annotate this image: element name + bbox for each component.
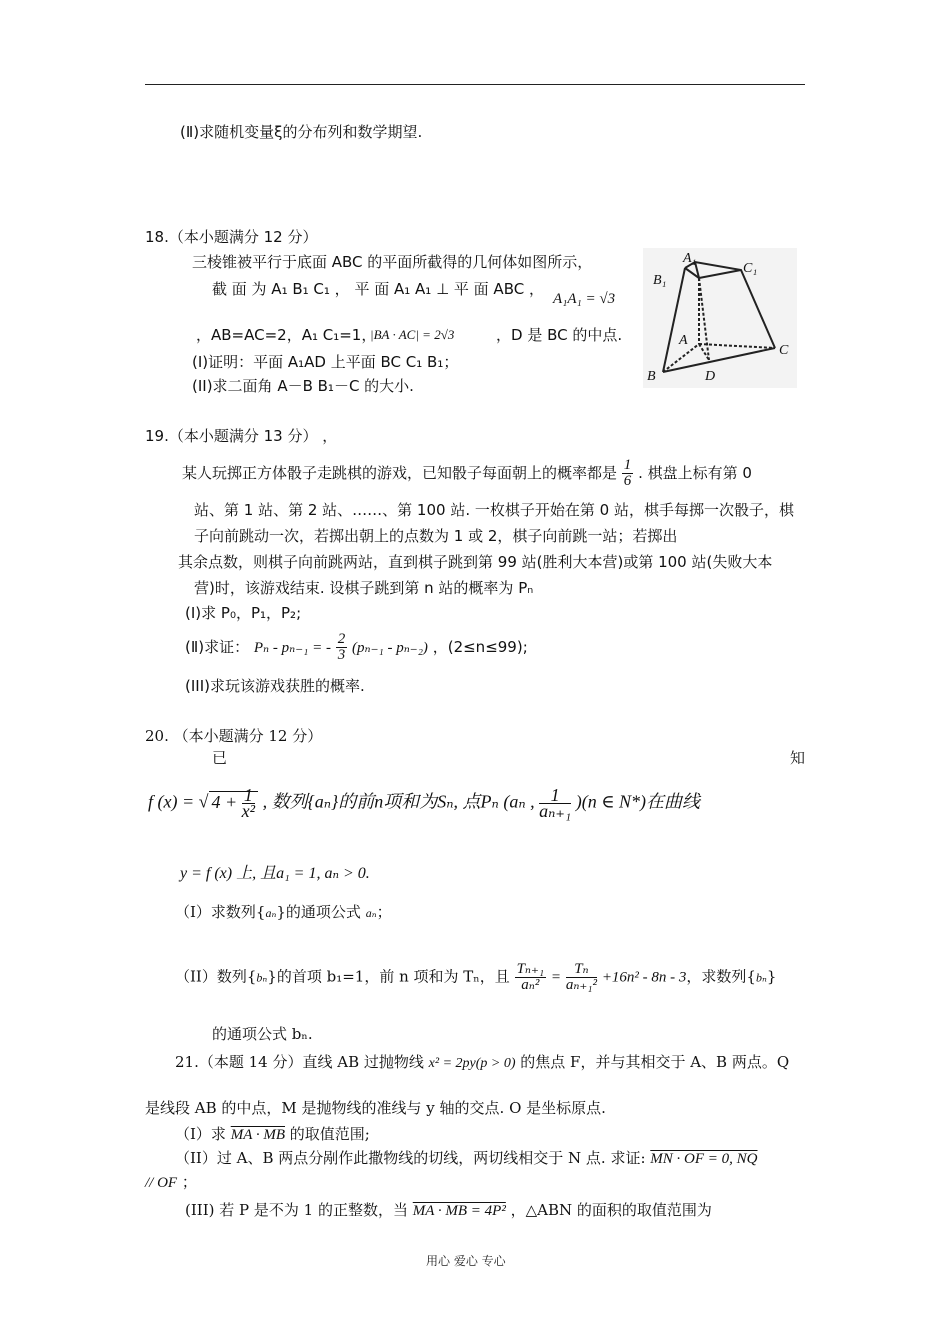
- q19-part2-frac: [336, 632, 348, 663]
- q21-part1-eq: MA · MB: [230, 1127, 286, 1143]
- label-c1: C₁: [743, 261, 758, 276]
- sqrt-icon: √: [198, 791, 209, 812]
- q20-sqrt-frac-den: x²: [241, 801, 256, 821]
- q20-known-left: 已: [212, 749, 228, 767]
- label-b: B: [647, 369, 656, 384]
- q19-line1b: . 棋盘上标有第 0: [638, 464, 752, 482]
- q19-part2-eq-a: Pₙ - pₙ₋₁ = -: [253, 640, 331, 656]
- q19-part2-label: (Ⅱ)求证：: [185, 638, 250, 656]
- q19-part2-eq-b: (pₙ₋₁ - pₙ₋₂): [352, 640, 428, 656]
- header-rule: [145, 84, 805, 85]
- q20-fx-frac-den: aₙ₊₁: [539, 801, 572, 821]
- q20-part1b: }的通项公式: [276, 903, 361, 921]
- q19-frac-den: 6: [623, 473, 632, 489]
- q20-part2a: （II）数列{: [175, 967, 257, 986]
- q21-part1a: （I）求: [175, 1125, 226, 1143]
- q18-line3b: ，D 是 BC 的中点.: [496, 326, 623, 344]
- q20-known-right: 知: [790, 749, 806, 767]
- frustum-diagram: [643, 248, 797, 388]
- q20-part2-bn2: bₙ: [755, 970, 767, 985]
- q20-sqrt-inner: 4 +: [211, 791, 238, 812]
- q20-part1: [175, 902, 392, 923]
- q19-line2: 站、第 1 站、第 2 站、……、第 100 站. 一枚棋子开始在第 0 站，棋手每掷一次骰子，棋: [194, 501, 794, 519]
- q20-part2-eq-r-den: aₙ₊₁²: [565, 977, 598, 993]
- q20-fx-frac-num: 1: [539, 788, 571, 804]
- q20-sqrt-frac: [241, 785, 256, 821]
- q18-header: 18.（本小题满分 12 分）: [145, 228, 318, 246]
- q20-fx-rest-b: )(n ∈ N*)在曲线: [575, 791, 701, 812]
- q18-line3a: ，AB=AC=2，A₁ C₁=1，: [196, 326, 377, 344]
- q20-part1a: （I）求数列{: [175, 903, 266, 921]
- q21-part3: [185, 1200, 712, 1221]
- q20-part2-bn: bₙ: [256, 970, 268, 985]
- q19-line1a: 某人玩掷正方体骰子走跳棋的游戏，已知骰子每面朝上的概率都是: [182, 464, 618, 482]
- q21-part2a: （II）过 A、B 两点分剐作此撒物线的切线，两切线相交于 N 点. 求证:: [175, 1149, 646, 1167]
- page-footer: 用心 爱心 专心: [426, 1254, 506, 1268]
- q21-line2: 是线段 AB 的中点，M 是抛物线的准线与 y 轴的交点. O 是坐标原点.: [145, 1099, 606, 1117]
- q21-part1b: 的取值范围;: [289, 1125, 370, 1143]
- q20-fx-label: f (x) =: [148, 791, 195, 812]
- q20-part1c: ；: [376, 903, 392, 921]
- label-d: D: [705, 369, 716, 384]
- q20-part2-eq-l-den: aₙ²: [521, 977, 540, 993]
- q20-part2-eq-r: [566, 962, 597, 993]
- q19-frac: [622, 458, 634, 489]
- q19-part3: (III)求玩该游戏获胜的概率.: [185, 677, 365, 695]
- q20-line-y: y = f (x) 上, 且a₁ = 1, aₙ > 0.: [180, 865, 370, 882]
- q19-part2-frac-den: 3: [337, 647, 346, 663]
- q20-part2-eq-r-num: Tₙ: [566, 962, 597, 978]
- q21-part3b: ，△ABN 的面积的取值范围为: [510, 1201, 712, 1219]
- q19-header: 19.（本小题满分 13 分） ，: [145, 427, 338, 445]
- q17-part2: (Ⅱ)求随机变量ξ的分布列和数学期望.: [180, 123, 423, 141]
- q19-line3: 子向前跳动一次，若掷出朝上的点数为 1 或 2，棋子向前跳一站；若掷出: [194, 527, 678, 545]
- label-c: C: [779, 343, 789, 358]
- q18-eq-a1a: A₁A₁ = √3: [553, 291, 616, 307]
- q19-line1: [182, 458, 752, 489]
- q21-line1a: 21.（本题 14 分）直线 AB 过抛物线: [175, 1053, 424, 1071]
- q20-part2-eq-tail: +16n² - 8n - 3: [601, 969, 687, 986]
- q20-part2-end: 的通项公式 bₙ.: [212, 1025, 313, 1043]
- q18-part1: (I)证明：平面 A₁AD 上平面 BC C₁ B₁；: [192, 353, 459, 371]
- q19-part1: (I)求 P₀，P₁，P₂;: [185, 604, 302, 622]
- q19-frac-num: 1: [623, 457, 632, 473]
- q20-part2-eq-l: [515, 962, 547, 993]
- q21-part3-eq: MA · MB = 4P²: [412, 1203, 506, 1219]
- q21-part2-end: ；: [181, 1173, 197, 1191]
- q20-sqrt-body: [209, 785, 259, 821]
- q18-part2: (II)求二面角 A－B B₁－C 的大小.: [192, 377, 414, 395]
- q20-sqrt-frac-num: 1: [242, 788, 255, 804]
- q21-line1-eq: x² = 2py(p > 0): [428, 1056, 516, 1071]
- frustum-figure: [643, 248, 797, 388]
- q21-part2-eq2: // OF: [145, 1175, 178, 1191]
- q21-part2-line2: [145, 1172, 197, 1193]
- q20-part1-an2: aₙ: [365, 906, 377, 920]
- q18-line2: 截 面 为 A₁ B₁ C₁ ， 平 面 A₁ A₁ ⊥ 平 面 ABC ，: [212, 280, 544, 298]
- q21-part1: [175, 1124, 370, 1145]
- q21-line1: [175, 1052, 789, 1074]
- q20-fx-frac: [539, 785, 572, 821]
- q20-part2-eq-l-num: Tₙ₊₁: [516, 961, 545, 977]
- q19-line4: 其余点数，则棋子向前跳两站，直到棋子跳到第 99 站(胜利大本营)或第 100 站(失败大本: [178, 553, 773, 571]
- q19-part2-frac-num: 2: [337, 631, 346, 647]
- q20-part2d: }: [766, 967, 777, 986]
- q21-part2: [175, 1148, 758, 1169]
- q21-part3a: (III) 若 P 是不为 1 的正整数，当: [185, 1201, 408, 1219]
- q19-part2: [185, 632, 528, 663]
- q20-fx-rest-a: , 数列{aₙ}的前n项和为Sₙ, 点Pₙ (aₙ ,: [262, 791, 535, 812]
- label-a1: A₁: [683, 251, 697, 266]
- q20-part2b: }的首项 b₁=1，前 n 项和为 Tₙ，且: [267, 967, 510, 986]
- q20-fx-line: [148, 785, 701, 821]
- q20-header: 20. （本小题满分 12 分）: [145, 727, 323, 745]
- q20-part2: [175, 962, 776, 993]
- label-a: A: [679, 333, 688, 348]
- label-b1: B₁: [653, 273, 667, 288]
- q20-part1-an: aₙ: [265, 906, 277, 920]
- q18-line1: 三棱锥被平行于底面 ABC 的平面所截得的几何体如图所示，: [192, 253, 593, 271]
- q20-part2c: ，求数列{: [686, 967, 756, 986]
- q21-line1b: 的焦点 F，并与其相交于 A、B 两点。Q: [520, 1053, 790, 1071]
- q21-part2-eq: MN · OF = 0, NQ: [650, 1151, 758, 1167]
- q19-line5: 营)时，该游戏结束. 设棋子跳到第 n 站的概率为 Pₙ: [194, 579, 534, 597]
- q18-eq-ba-ac: |BA · AC| = 2√3: [370, 327, 455, 342]
- q20-part2-eq-mid: =: [550, 969, 562, 986]
- q19-part2-cond: ，(2≤n≤99);: [432, 638, 528, 656]
